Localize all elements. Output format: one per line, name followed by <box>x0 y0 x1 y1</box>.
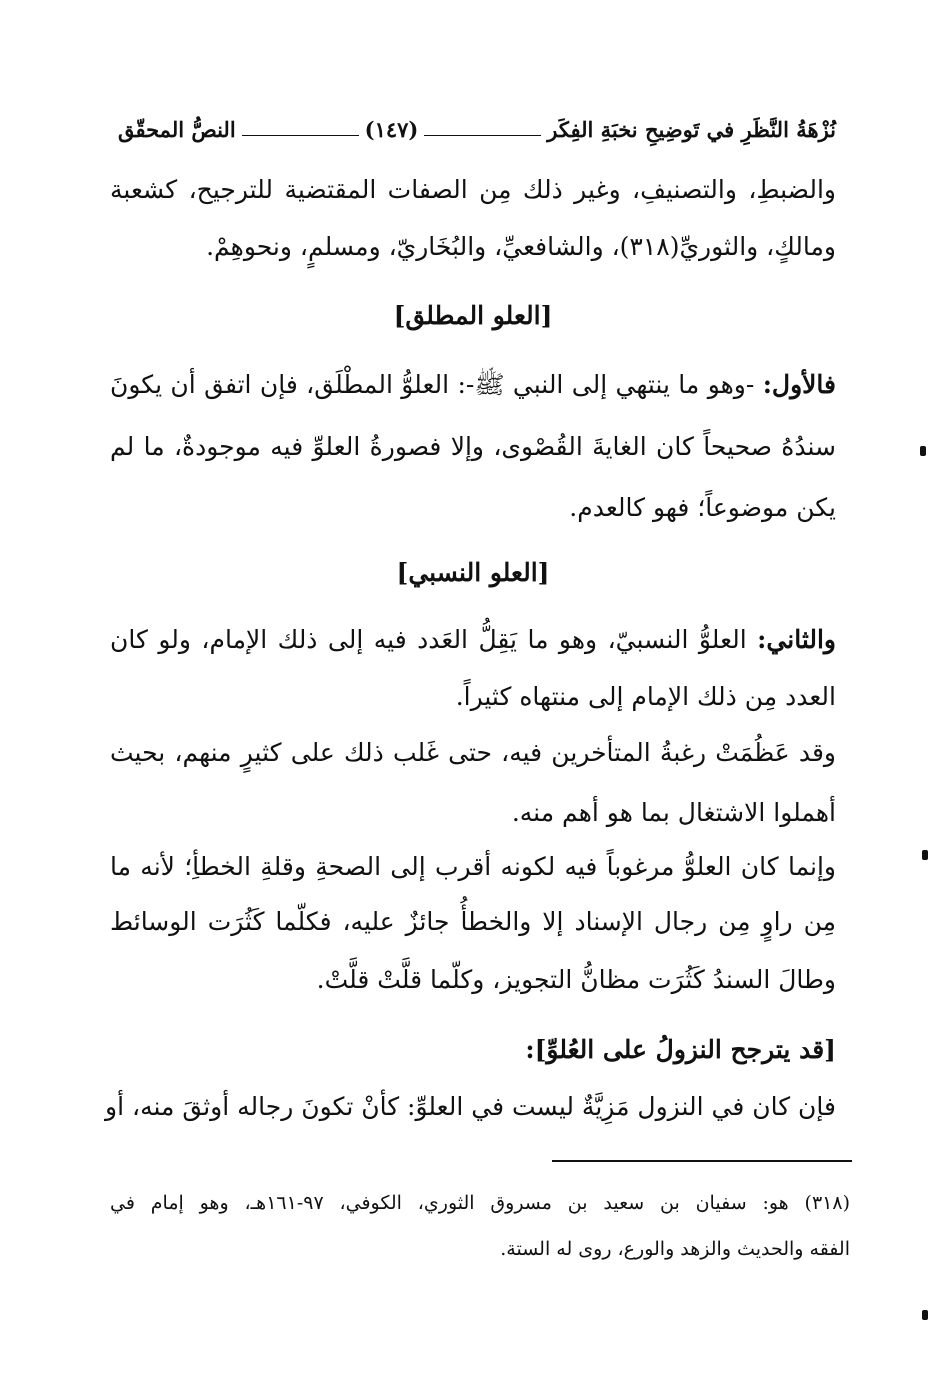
margin-mark <box>922 1310 928 1320</box>
section2-line-1 <box>110 620 836 660</box>
heading-relative-elevation: [العلو النسبي] <box>396 558 550 587</box>
header-rule-right <box>424 135 541 136</box>
heading-absolute-elevation: [العلو المطلق] <box>393 301 553 330</box>
intro-line-2: ومالكٍ، والثوريِّ(٣١٨)، والشافعيِّ، والبُخَاريّ، ومسلمٍ، ونحوهِمْ. <box>206 232 836 261</box>
section2-line-4: أهملوا الاشتغال بما هو أهم منه. <box>511 798 836 827</box>
footnote-line-2: الفقه والحديث والزهد والورع، روى له الستة. <box>500 1238 850 1260</box>
section1-line-1 <box>110 365 836 405</box>
section2-line-2: العدد مِن ذلك الإمام إلى منتهاه كثيراً. <box>455 682 836 711</box>
running-header <box>118 112 836 146</box>
header-page-number: (١٤٧) <box>364 116 419 142</box>
section1-line-3: يكن موضوعاً؛ فهو كالعدم. <box>569 493 836 522</box>
footnote-separator <box>552 1160 852 1162</box>
section1-line-1-text: -وهو ما ينتهي إلى النبي ﷺ-: العلوُّ المطْلَق، فإن اتفق أن يكونَ <box>110 370 755 399</box>
section2-lead: والثاني: <box>757 625 836 654</box>
margin-mark <box>920 446 926 456</box>
section2-line-1-text: العلوُّ النسبيّ، وهو ما يَقِلُّ العَدد فيه إلى ذلك الإمام، ولو كان <box>110 625 747 654</box>
section2-line-6: مِن راوٍ مِن رجال الإسناد إلا والخطأُ جائزٌ عليه، فكلّما كَثُرَت الوسائط <box>110 907 836 936</box>
subheading-descent-preferred: [قد يترجح النزولُ على العُلوِّ]: <box>525 1035 836 1064</box>
section1-lead: فالأول: <box>762 370 836 399</box>
header-book-title: نُزْهَةُ النَّظَرِ في تَوضِيحِ نخبَةِ الفِكَر <box>547 116 836 142</box>
section2-line-5: وإنما كان العلوُّ مرغوباً فيه لكونه أقرب إلى الصحةِ وقلةِ الخطأِ؛ لأنه ما <box>110 852 836 881</box>
footnote-line-1: (٣١٨) هو: سفيان بن سعيد بن مسروق الثوري، الكوفي، ٩٧-١٦١هـ، وهو إمام في <box>110 1192 850 1214</box>
section1-line-2: سندُهُ صحيحاً كان الغايةَ القُصْوى، وإلا فصورةُ العلوِّ فيه موجودةٌ، ما لم <box>110 432 836 461</box>
section3-line-1: فإن كان في النزول مَزِيَّةٌ ليست في العلوِّ: كأنْ تكونَ رجاله أوثقَ منه، أو <box>105 1092 836 1121</box>
section2-line-7: وطالَ السندُ كَثُرَت مظانُّ التجويز، وكلّما قلَّتْ قلَّتْ. <box>316 965 836 994</box>
intro-line-1: والضبطِ، والتصنيفِ، وغير ذلك مِن الصفات المقتضية للترجيح، كشعبة <box>110 175 836 204</box>
margin-mark <box>922 850 928 860</box>
header-section-label: النصُّ المحقّق <box>117 116 236 142</box>
header-rule-left <box>242 135 359 136</box>
section2-line-3: وقد عَظُمَتْ رغبةُ المتأخرين فيه، حتى غَلب ذلك على كثيرٍ منهم، بحيث <box>110 738 836 767</box>
